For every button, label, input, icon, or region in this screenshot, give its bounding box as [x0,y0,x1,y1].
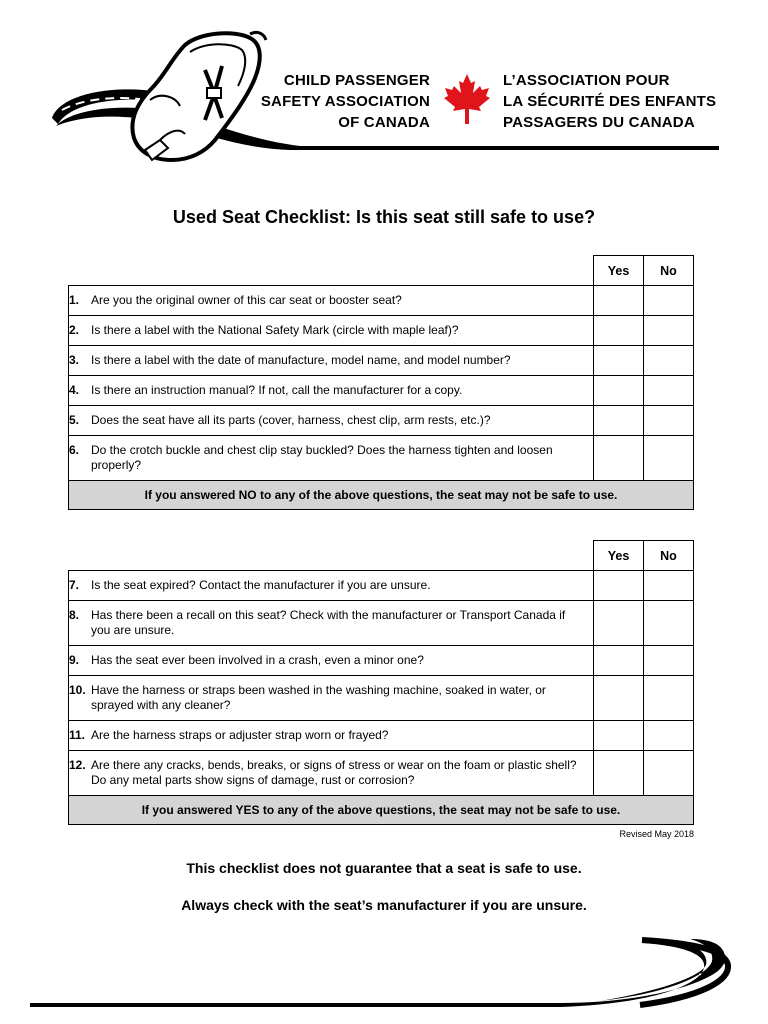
summary-text: If you answered NO to any of the above questions, the seat may not be safe to use. [69,481,694,510]
question-text: Are there any cracks, bends, breaks, or signs of stress or wear on the foam or plastic shell? Do any metal parts show signs of damage, rust or corrosion? [91,758,577,787]
yes-checkbox-cell[interactable] [594,286,644,316]
question-number: 10. [69,683,86,697]
disclaimer-line-1: This checklist does not guarantee that a seat is safe to use. [186,860,582,876]
question-text: Is the seat expired? Contact the manufacturer if you are unsure. [91,578,431,592]
table-row [69,286,694,316]
question-number: 11. [69,728,86,742]
question-text: Is there an instruction manual? If not, call the manufacturer for a copy. [91,383,463,397]
checklist-table-1 [68,255,694,510]
yes-checkbox-cell[interactable] [594,601,644,646]
no-checkbox-cell[interactable] [644,676,694,721]
table-header-row [69,541,694,571]
org-fr-line2: LA SÉCURITÉ DES ENFANTS [503,93,717,110]
question-number: 5. [69,413,80,427]
question-text: Has there been a recall on this seat? Check with the manufacturer or Transport Canada if you are unsure. [91,608,566,637]
question-text: Are the harness straps or adjuster strap worn or frayed? [91,728,389,742]
question-cell [69,601,594,646]
question-text: Is there a label with the National Safety Mark (circle with maple leaf)? [91,323,459,337]
question-number: 7. [69,578,80,592]
no-checkbox-cell[interactable] [644,571,694,601]
yes-column-header: Yes [594,541,644,571]
table-row [69,601,694,646]
org-fr-line3: PASSAGERS DU CANADA [503,114,695,131]
summary-row [69,481,694,510]
yes-checkbox-cell[interactable] [594,646,644,676]
question-text: Has the seat ever been involved in a crash, even a minor one? [91,653,424,667]
question-text: Does the seat have all its parts (cover, harness, chest clip, arm rests, etc.)? [91,413,491,427]
header-blank-cell [69,256,594,286]
checklist-table-2 [68,540,694,825]
question-cell [69,646,594,676]
yes-checkbox-cell[interactable] [594,571,644,601]
no-checkbox-cell[interactable] [644,376,694,406]
table-row [69,346,694,376]
no-checkbox-cell[interactable] [644,436,694,481]
table-row [69,751,694,796]
no-checkbox-cell[interactable] [644,346,694,376]
no-column-header: No [644,541,694,571]
question-text: Is there a label with the date of manufacture, model name, and model number? [91,353,511,367]
no-checkbox-cell[interactable] [644,721,694,751]
table-row [69,436,694,481]
question-cell [69,571,594,601]
question-cell [69,316,594,346]
question-cell [69,406,594,436]
no-checkbox-cell[interactable] [644,316,694,346]
yes-checkbox-cell[interactable] [594,676,644,721]
no-checkbox-cell[interactable] [644,646,694,676]
question-cell [69,286,594,316]
question-number: 9. [69,653,80,667]
yes-checkbox-cell[interactable] [594,751,644,796]
org-fr-line1: L’ASSOCIATION POUR [503,72,670,89]
question-cell [69,436,594,481]
question-number: 8. [69,608,80,622]
yes-column-header: Yes [594,256,644,286]
summary-text: If you answered YES to any of the above questions, the seat may not be safe to use. [69,796,694,825]
question-cell [69,346,594,376]
no-checkbox-cell[interactable] [644,406,694,436]
org-en-line2: SAFETY ASSOCIATION [260,93,430,110]
maple-leaf-icon [444,74,490,124]
question-number: 3. [69,353,80,367]
no-column-header: No [644,256,694,286]
question-number: 4. [69,383,80,397]
table-row [69,646,694,676]
page-title: Used Seat Checklist: Is this seat still safe to use? [172,207,596,227]
question-cell [69,751,594,796]
question-cell [69,376,594,406]
no-checkbox-cell[interactable] [644,286,694,316]
question-text: Do the crotch buckle and chest clip stay buckled? Does the harness tighten and loosen properly? [91,443,553,472]
question-cell [69,721,594,751]
yes-checkbox-cell[interactable] [594,406,644,436]
yes-checkbox-cell[interactable] [594,316,644,346]
yes-checkbox-cell[interactable] [594,346,644,376]
question-cell [69,676,594,721]
revision-date: Revised May 2018 [619,829,694,839]
table-row [69,676,694,721]
table-row [69,721,694,751]
org-name-french [503,70,716,133]
question-number: 6. [69,443,80,457]
table-row [69,316,694,346]
table-row [69,406,694,436]
table-header-row [69,256,694,286]
no-checkbox-cell[interactable] [644,601,694,646]
table-row [69,571,694,601]
header [0,0,768,180]
org-name-english [261,70,430,133]
summary-row [69,796,694,825]
disclaimer-line-2: Always check with the seat’s manufacturer if you are unsure. [181,897,587,913]
yes-checkbox-cell[interactable] [594,721,644,751]
road-swoosh-icon [0,935,768,1024]
no-checkbox-cell[interactable] [644,751,694,796]
question-text: Are you the original owner of this car seat or booster seat? [91,293,402,307]
header-blank-cell [69,541,594,571]
question-number: 2. [69,323,80,337]
yes-checkbox-cell[interactable] [594,436,644,481]
question-number: 12. [69,758,86,772]
question-text: Have the harness or straps been washed in the washing machine, soaked in water, or sprayed with any cleaner? [91,683,546,712]
org-en-line1: CHILD PASSENGER [283,72,430,89]
question-number: 1. [69,293,80,307]
yes-checkbox-cell[interactable] [594,376,644,406]
org-en-line3: OF CANADA [338,114,430,131]
table-row [69,376,694,406]
